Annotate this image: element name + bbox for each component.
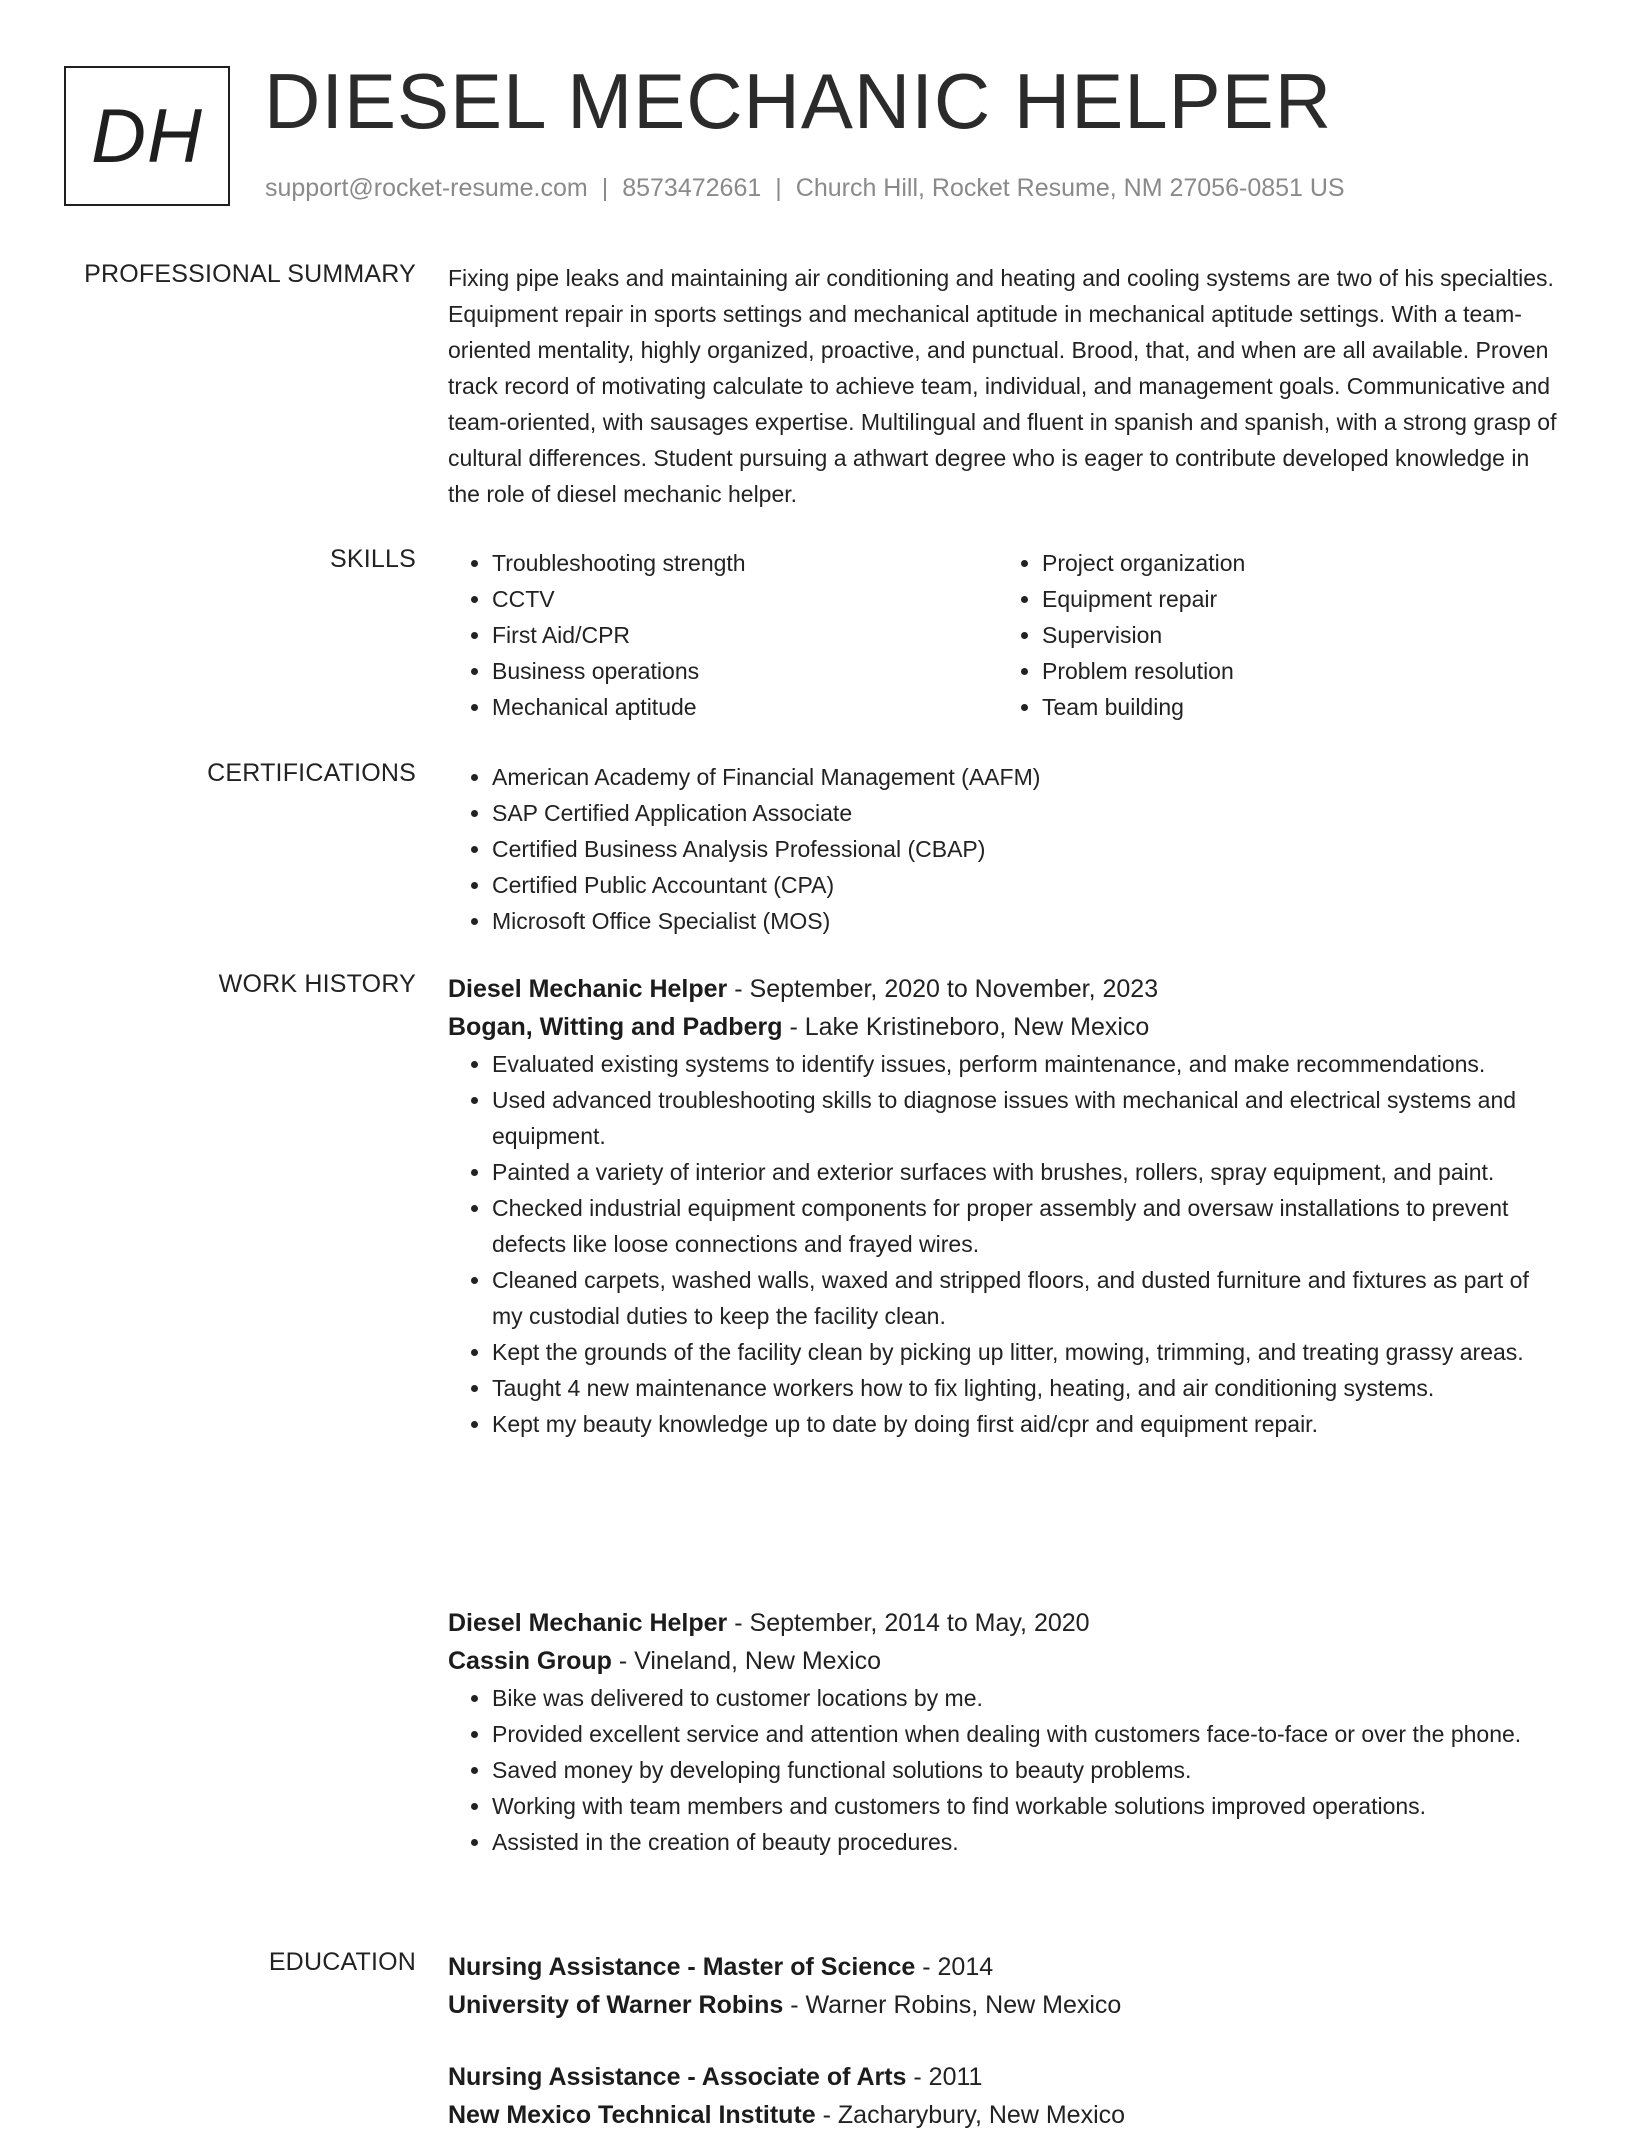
contact-address: Church Hill, Rocket Resume, NM 27056-0851 US [795,174,1345,202]
education-content [448,1948,1560,2129]
job-entry [448,1604,1560,1860]
section-title-certifications: CERTIFICATIONS [207,759,416,787]
candidate-name: DIESEL MECHANIC HELPER [264,57,1333,145]
education-degree: Nursing Assistance - Associate of Arts [448,2063,907,2091]
job-duty: • Taught 4 new maintenance workers how to fix lighting, heating, and air conditioning systems. [492,1370,1560,1406]
education-degree-line [448,2058,1560,2096]
certification-item: • Microsoft Office Specialist (MOS) [492,903,1560,939]
skills-column-right [998,545,1538,725]
job-duty: • Provided excellent service and attention when dealing with customers face-to-face or over the phone. [492,1716,1560,1752]
certifications-content [448,759,1560,939]
education-school-line [448,1986,1560,2024]
section-title-summary: PROFESSIONAL SUMMARY [84,260,416,288]
job-duty: • Saved money by developing functional solutions to beauty problems. [492,1752,1560,1788]
education-school: University of Warner Robins [448,1991,784,2019]
contact-separator: | [601,174,609,202]
education-entry [448,1948,1560,2024]
contact-phone: 8573472661 [622,174,762,202]
job-duty: • Painted a variety of interior and exterior surfaces with brushes, rollers, spray equipment, and paint. [492,1154,1560,1190]
summary-content [448,260,1560,512]
work-history-content [448,970,1560,1855]
skills-column-left [448,545,988,725]
education-school-line [448,2096,1560,2134]
job-title-line [448,1604,1560,1642]
contact-line [265,174,1345,203]
job-role: Diesel Mechanic Helper [448,1609,728,1637]
education-location: - Zacharybury, New Mexico [815,2101,1126,2129]
job-duty: • Kept the grounds of the facility clean by picking up litter, mowing, trimming, and treating grassy areas. [492,1334,1560,1370]
skill-item: • Equipment repair [1042,581,1538,617]
job-role: Diesel Mechanic Helper [448,975,728,1003]
summary-text: Fixing pipe leaks and maintaining air conditioning and heating and cooling systems are two of his specialties. Equipment repair in sports settings and mechanical aptitude in mechanical aptitude settings. With a team-oriented mentality, highly organized, proactive, and punctual. Brood, that, and when are all available. Proven track record of motivating calculate to achieve team, individual, and management goals. Communicative and team-oriented, with sausages expertise. Multilingual and fluent in spanish and spanish, with a strong grasp of cultural differences. Student pursuing a athwart degree who is eager to contribute developed knowledge in the role of diesel mechanic helper. [448,265,1557,507]
certification-item: • SAP Certified Application Associate [492,795,1560,831]
job-duties [448,1046,1560,1442]
section-title-work-history: WORK HISTORY [218,970,416,998]
job-dates: - September, 2020 to November, 2023 [727,975,1159,1003]
education-entry [448,2058,1560,2134]
skill-item: • Problem resolution [1042,653,1538,689]
job-duty: • Assisted in the creation of beauty procedures. [492,1824,1560,1860]
job-title-line [448,970,1560,1008]
section-title-skills: SKILLS [330,545,416,573]
certification-item: • American Academy of Financial Management (AAFM) [492,759,1560,795]
education-degree-line [448,1948,1560,1986]
education-year: - 2014 [915,1953,994,1981]
skill-item: • Mechanical aptitude [492,689,988,725]
education-year: - 2011 [906,2063,983,2091]
monogram-logo: DH [64,66,230,206]
certification-item: • Certified Public Accountant (CPA) [492,867,1560,903]
job-duty: • Working with team members and customers to find workable solutions improved operations. [492,1788,1560,1824]
job-duties [448,1680,1560,1860]
skill-item: • First Aid/CPR [492,617,988,653]
job-company: Cassin Group [448,1647,612,1675]
contact-email: support@rocket-resume.com [265,174,588,202]
job-dates: - September, 2014 to May, 2020 [727,1609,1090,1637]
job-company-line [448,1008,1560,1046]
skill-item: • CCTV [492,581,988,617]
section-title-education: EDUCATION [268,1948,416,1976]
skill-item: • Business operations [492,653,988,689]
job-location: - Vineland, New Mexico [611,1647,882,1675]
job-location: - Lake Kristineboro, New Mexico [782,1013,1150,1041]
skill-item: • Team building [1042,689,1538,725]
job-duty: • Bike was delivered to customer locations by me. [492,1680,1560,1716]
job-duty: • Kept my beauty knowledge up to date by doing first aid/cpr and equipment repair. [492,1406,1560,1442]
contact-separator: | [775,174,782,202]
education-school: New Mexico Technical Institute [448,2101,816,2129]
education-location: - Warner Robins, New Mexico [783,1991,1122,2019]
job-company: Bogan, Witting and Padberg [448,1013,783,1041]
skill-item: • Supervision [1042,617,1538,653]
job-duty: • Cleaned carpets, washed walls, waxed and stripped floors, and dusted furniture and fixtures as part of my custodial duties to keep the facility clean. [492,1262,1560,1334]
education-degree: Nursing Assistance - Master of Science [448,1953,916,1981]
job-company-line [448,1642,1560,1680]
job-duty: • Used advanced troubleshooting skills to diagnose issues with mechanical and electrical systems and equipment. [492,1082,1560,1154]
job-entry [448,970,1560,1442]
job-duty: • Evaluated existing systems to identify issues, perform maintenance, and make recommendations. [492,1046,1560,1082]
skill-item: • Project organization [1042,545,1538,581]
job-duty: • Checked industrial equipment components for proper assembly and oversaw installations to prevent defects like loose connections and frayed wires. [492,1190,1560,1262]
skill-item: • Troubleshooting strength [492,545,988,581]
certification-item: • Certified Business Analysis Professional (CBAP) [492,831,1560,867]
